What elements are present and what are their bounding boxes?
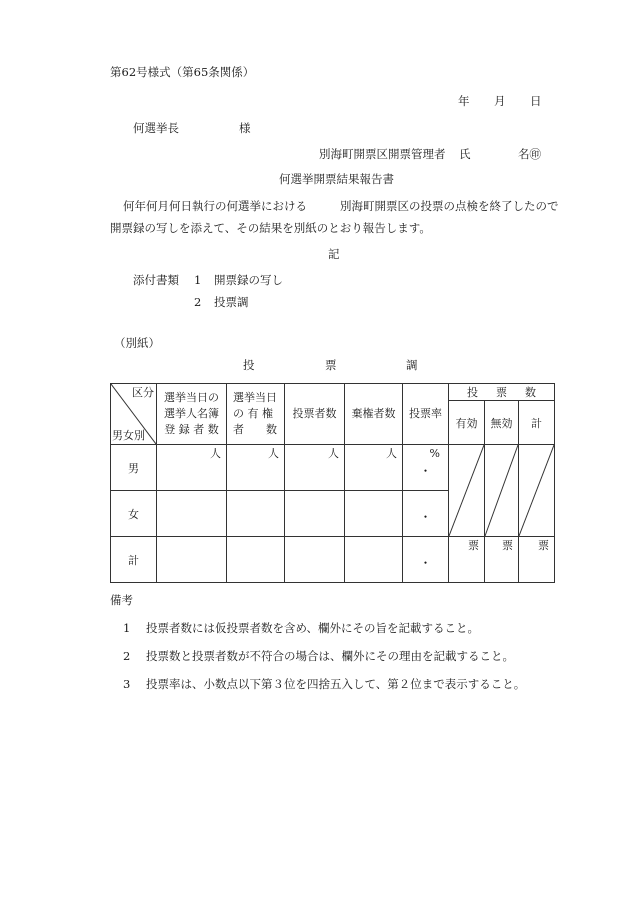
report-body-line1-b: 別海町開票区の投票の点検を終了したので [340,199,559,213]
slash-line [485,445,518,536]
report-body-line1-a: 何年何月何日執行の何選挙における [123,199,307,213]
header-line: 選挙当日 [233,391,277,405]
cell-voters-total [285,537,345,583]
appendix-title-char: 票 [325,358,337,372]
cell-eligible-male [227,445,285,491]
remark-text: 投票率は、小数点以下第３位を四捨五入して、第２位まで表示すること。 [146,677,526,691]
attachments-label: 添付書類 [133,273,179,287]
header-vote-count-char: 投 [467,386,478,399]
corner-header-cell [111,384,157,445]
note-mark: 記 [328,247,340,261]
remark-number: 2 [123,649,131,663]
slash-line [519,445,554,536]
unit-label: 人 [386,447,397,460]
header-line: 選挙人名簿 [164,407,219,421]
row-label-total: 計 [111,537,157,583]
corner-label-gender: 男女別 [112,429,145,442]
unit-label: % [429,447,440,460]
decimal-point: ・ [419,464,432,478]
header-registered [157,384,227,445]
cell-total-slashed [519,445,555,537]
sender-title: 別海町開票区開票管理者 [319,147,446,161]
cell-abstain-total [345,537,403,583]
header-invalid: 無効 [485,401,519,445]
cell-rate-female [403,491,449,537]
cell-registered-male [157,445,227,491]
remarks-label: 備考 [110,593,133,607]
header-eligible [227,384,285,445]
header-line: 登 録 者 数 [164,422,219,436]
row-label-female: 女 [111,491,157,537]
cell-invalid-slashed [485,445,519,537]
sender-name-suffix: 名㊞ [518,147,541,161]
decimal-point: ・ [419,556,432,570]
unit-label: 人 [328,447,339,460]
date-day-label: 日 [530,94,542,108]
form-number: 第62号様式（第65条関係） [110,65,255,79]
cell-voters-male [285,445,345,491]
header-vote-count-char: 票 [496,386,507,399]
header-vote-count [449,384,555,401]
cell-voters-female [285,491,345,537]
header-valid: 有効 [449,401,485,445]
header-vote-count-char: 数 [525,386,536,399]
cell-eligible-total [227,537,285,583]
addressee: 何選挙長 [133,121,179,135]
unit-label: 票 [468,539,479,552]
attachment-number: 1 [194,273,202,287]
cell-valid-slashed [449,445,485,537]
remark-number: 1 [123,621,131,635]
appendix-title-char: 投 [243,358,255,372]
header-abstain: 棄権者数 [345,384,403,445]
honorific: 様 [239,121,251,135]
cell-registered-total [157,537,227,583]
attachment-item: 投票調 [214,295,249,309]
slash-line [449,445,484,536]
decimal-point: ・ [419,510,432,524]
cell-eligible-female [227,491,285,537]
cell-rate-male [403,445,449,491]
date-year-label: 年 [458,94,470,108]
cell-abstain-male [345,445,403,491]
header-line: の 有 権 [233,407,273,421]
remark-text: 投票数と投票者数が不符合の場合は、欄外にその理由を記載すること。 [146,649,514,663]
row-label-male: 男 [111,445,157,491]
unit-label: 票 [538,539,549,552]
cell-rate-total [403,537,449,583]
cell-invalid-total [485,537,519,583]
unit-label: 票 [502,539,513,552]
report-title: 何選挙開票結果報告書 [279,172,394,186]
header-line: 者 数 [233,422,277,436]
appendix-title-char: 調 [406,358,418,372]
attachment-number: 2 [194,295,202,309]
date-month-label: 月 [494,94,506,108]
corner-label-category: 区分 [132,386,154,399]
appendix-label: （別紙） [114,336,160,350]
header-rate: 投票率 [403,384,449,445]
vote-count-table [110,383,555,583]
cell-registered-female [157,491,227,537]
unit-label: 人 [268,447,279,460]
cell-abstain-female [345,491,403,537]
remark-number: 3 [123,677,131,691]
unit-label: 人 [210,447,221,460]
cell-valid-total [449,537,485,583]
attachment-item: 開票録の写し [214,273,283,287]
header-voters: 投票者数 [285,384,345,445]
header-line: 選挙当日の [164,391,219,405]
sender-name-prefix: 氏 [459,147,471,161]
remark-text: 投票者数には仮投票者数を含め、欄外にその旨を記載すること。 [146,621,480,635]
report-body-line2: 開票録の写しを添えて、その結果を別紙のとおり報告します。 [110,221,431,235]
cell-grand-total [519,537,555,583]
header-total: 計 [519,401,555,445]
